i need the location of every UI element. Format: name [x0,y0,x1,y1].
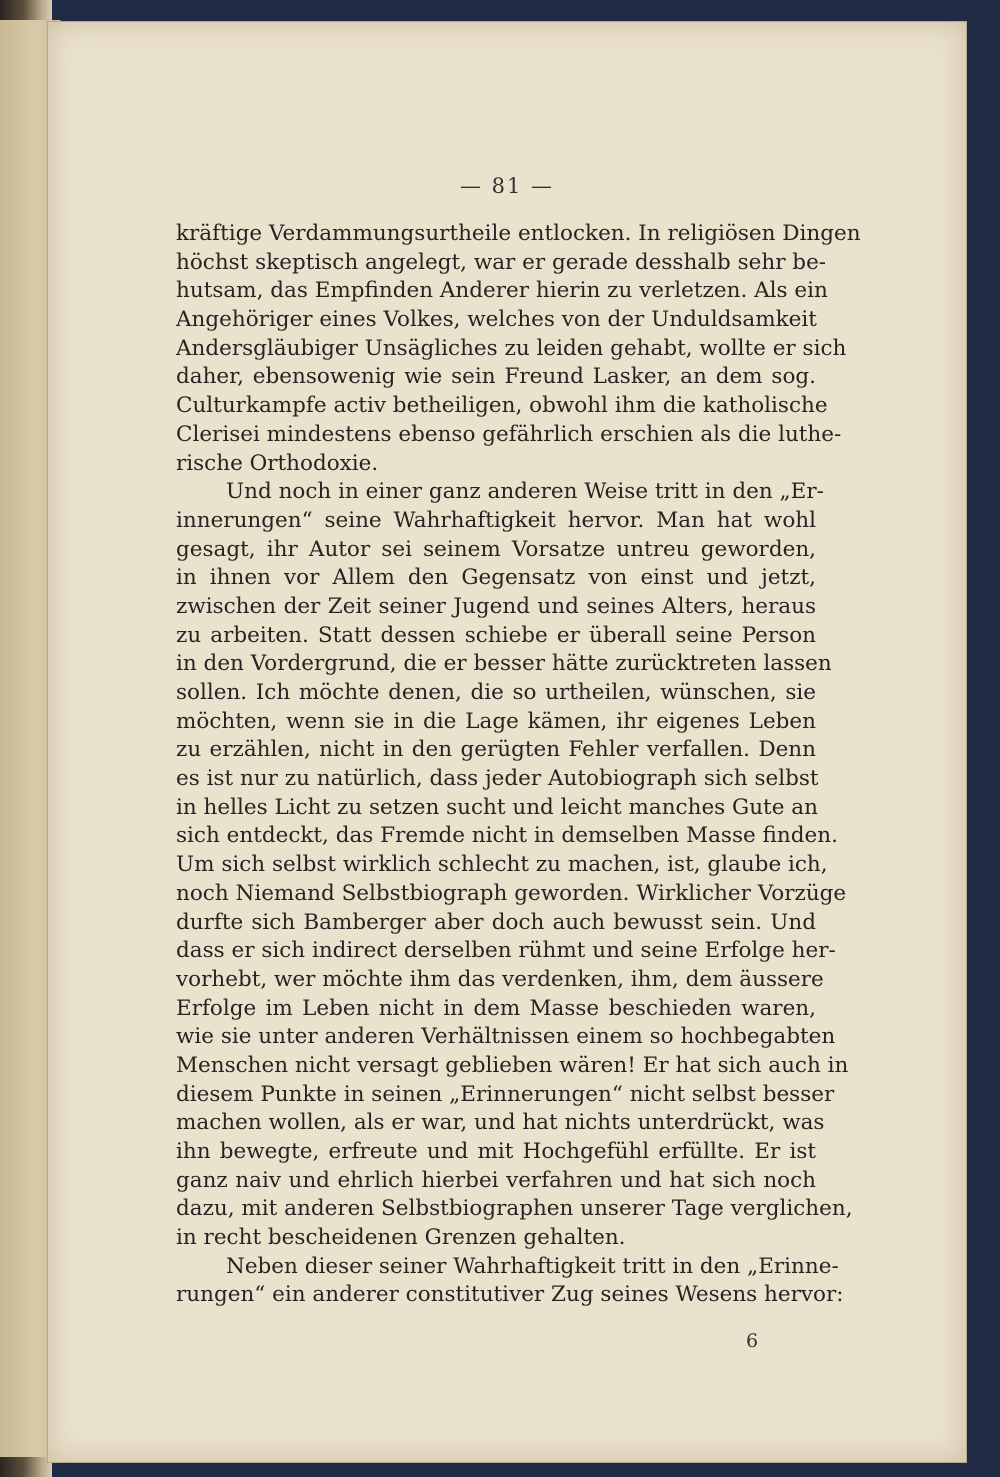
text-line: diesem Punkte in seinen „Erinnerungen“ nicht selbst besser [176,1081,835,1107]
text-line: möchten, wenn sie in die Lage kämen, ihr eigenes Leben [176,708,816,734]
text-line: Um sich selbst wirklich schlecht zu machen, ist, glaube ich, [176,852,828,878]
text-line: kräftige Verdammungsurtheile entlocken. In religiösen Dingen [176,221,861,246]
text-line: dass er sich indirect derselben rühmt und seine Erfolge her- [176,938,836,964]
text-line: durfte sich Bamberger aber doch auch bewusst sein. Und [176,909,816,935]
text-line: Neben dieser seiner Wahrhaftigkeit tritt in den „Erinne- [226,1253,839,1279]
text-line: sich entdeckt, das Fremde nicht in demselben Masse finden. [176,823,838,849]
text-line: zu erzählen, nicht in den gerügten Fehler verfallen. Denn [176,737,816,763]
book-page [48,22,966,1462]
text-line: ganz naiv und ehrlich hierbei verfahren und hat sich noch [176,1167,816,1193]
text-line: noch Niemand Selbstbiograph geworden. Wirklicher Vorzüge [176,880,847,906]
text-line: ihn bewegte, erfreute und mit Hochgefühl erfüllte. Er ist [176,1139,816,1164]
text-line: machen wollen, als er war, und hat nichts unterdrückt, was [176,1110,825,1136]
text-line: Clerisei mindestens ebenso gefährlich erschien als die luthe- [176,421,842,447]
text-line: Angehöriger eines Volkes, welches von der Unduldsamkeit [176,307,817,333]
signature-mark: 6 [746,1330,759,1352]
text-line: Erfolge im Leben nicht in dem Masse beschieden waren, [176,995,816,1021]
body-text [176,220,861,1310]
text-line: hutsam, das Empfinden Anderer hierin zu verletzen. Als ein [176,278,828,304]
text-line: rische Orthodoxie. [176,450,379,476]
text-line: zu arbeiten. Statt dessen schiebe er überall seine Person [176,622,816,648]
text-line: in ihnen vor Allem den Gegensatz von einst und jetzt, [176,565,816,591]
text-line: Andersgläubiger Unsägliches zu leiden gehabt, wollte er sich [176,335,847,361]
page-number-header: — 81 — [459,174,555,198]
text-line: sollen. Ich möchte denen, die so urtheilen, wünschen, sie [176,680,816,705]
text-line: in helles Licht zu setzen sucht und leicht manches Gute an [176,794,818,820]
text-line: in recht bescheidenen Grenzen gehalten. [176,1225,626,1251]
text-line: Und noch in einer ganz anderen Weise tritt in den „Er- [226,479,824,505]
text-line: es ist nur zu natürlich, dass jeder Autobiograph sich selbst [176,766,819,792]
text-line: Menschen nicht versagt geblieben wären! Er hat sich auch in [176,1052,849,1078]
text-line: gesagt, ihr Autor sei seinem Vorsatze untreu geworden, [176,536,816,562]
text-line: in den Vordergrund, die er besser hätte zurücktreten lassen [176,651,832,677]
text-line: dazu, mit anderen Selbstbiographen unserer Tage verglichen, [176,1196,853,1222]
text-line: innerungen“ seine Wahrhaftigkeit hervor. Man hat wohl [176,507,816,533]
text-line: höchst skeptisch angelegt, war er gerade desshalb sehr be- [176,249,827,275]
text-line: Culturkampfe activ betheiligen, obwohl ihm die katholische [176,393,828,419]
text-line: rungen“ ein anderer constitutiver Zug seines Wesens hervor: [176,1282,844,1308]
text-line: daher, ebensowenig wie sein Freund Lasker, an dem sog. [176,364,816,390]
text-line: vorhebt, wer möchte ihm das verdenken, ihm, dem äussere [176,966,824,992]
text-line: zwischen der Zeit seiner Jugend und seines Alters, heraus [176,593,816,619]
text-line: wie sie unter anderen Verhältnissen einem so hochbegabten [176,1024,836,1050]
